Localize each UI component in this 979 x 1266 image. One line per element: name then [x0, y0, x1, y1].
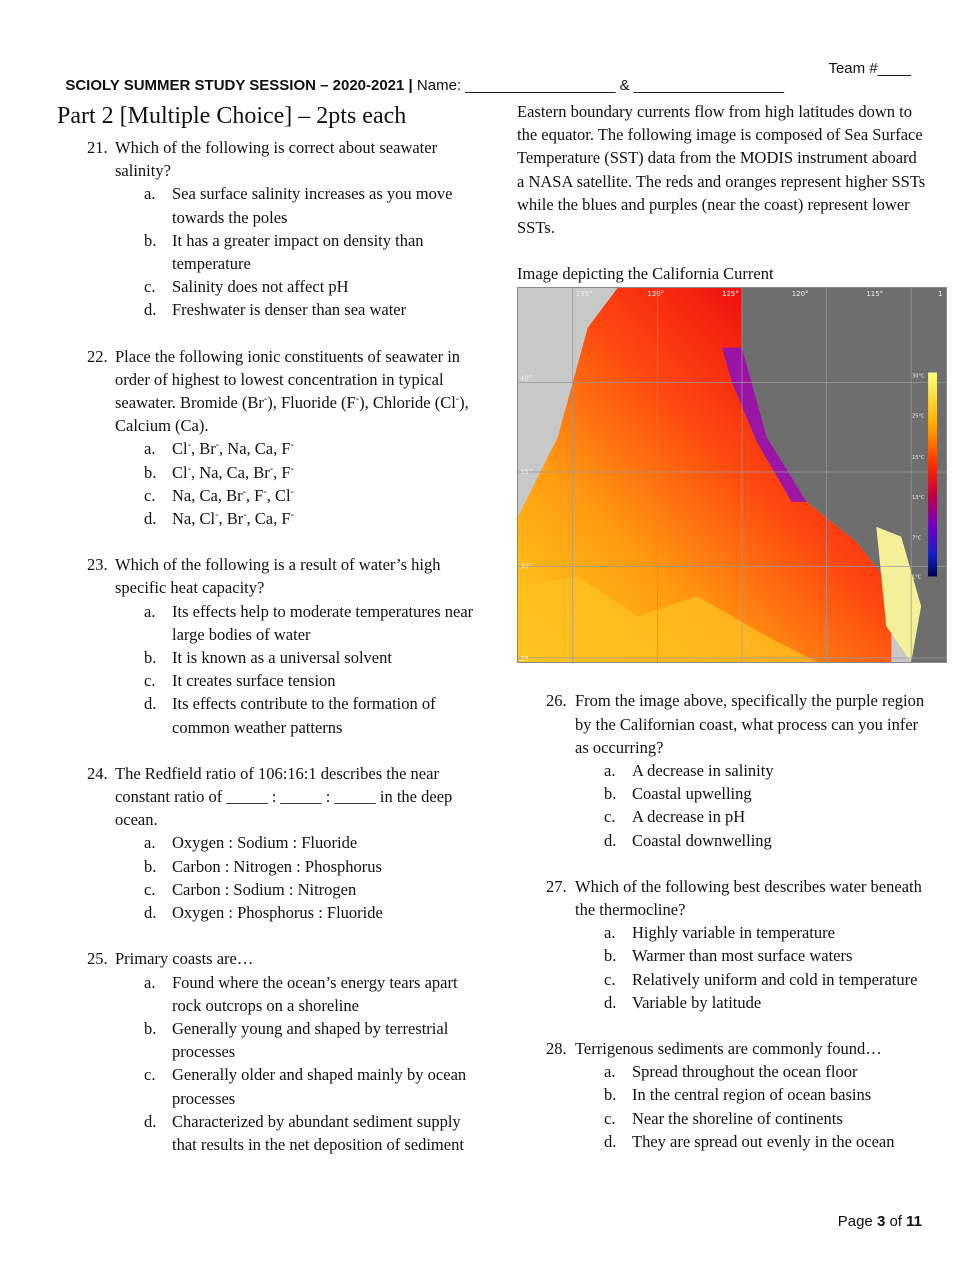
option-letter: c.	[604, 969, 616, 989]
page-footer	[838, 1213, 922, 1230]
map-lon-label: 115°	[866, 290, 884, 299]
option-text: Na, Cl-, Br-, Ca, F-	[172, 509, 294, 529]
question-number: 23.	[87, 555, 108, 575]
questions-right	[517, 689, 927, 1153]
answer-option	[115, 275, 477, 298]
image-caption: Image depicting the California Current	[517, 264, 774, 284]
option-text: Generally older and shaped mainly by ocean processes	[172, 1065, 467, 1108]
answer-option	[575, 829, 927, 852]
answer-option	[575, 921, 927, 944]
map-scale-label: 7°C	[912, 536, 922, 543]
option-letter: b.	[144, 462, 157, 482]
option-text: Variable by latitude	[632, 992, 762, 1012]
question-27	[517, 875, 927, 1014]
answer-option	[115, 1110, 477, 1156]
option-letter: b.	[144, 648, 157, 668]
map-lon-label: 130°	[647, 290, 665, 299]
left-column	[57, 100, 477, 1179]
answer-option	[115, 692, 477, 738]
option-text: A decrease in pH	[632, 807, 746, 827]
footer-mid: of	[885, 1213, 907, 1230]
question-text: Which of the following is a result of water’s high specific heat capacity?	[115, 555, 441, 598]
question-text: Which of the following is correct about seawater salinity?	[115, 138, 438, 181]
question-number: 27.	[546, 876, 567, 896]
option-text: Highly variable in temperature	[632, 923, 835, 943]
map-lon-label: 120°	[791, 290, 809, 299]
map-scale-label: 30°C	[912, 373, 925, 380]
option-letter: b.	[604, 1085, 617, 1105]
option-letter: a.	[604, 1062, 616, 1082]
option-text: Na, Ca, Br-, F-, Cl-	[172, 485, 294, 505]
answer-option	[575, 1130, 927, 1153]
answer-option	[115, 437, 477, 460]
option-text: Its effects contribute to the formation of common weather patterns	[172, 694, 436, 737]
footer-total: 11	[906, 1213, 922, 1230]
question-text: The Redfield ratio of 106:16:1 describes the near constant ratio of _____ : _____ : _____ in the deep ocean.	[115, 763, 453, 830]
option-letter: a.	[144, 439, 156, 459]
option-text: Salinity does not affect pH	[172, 277, 349, 297]
option-letter: b.	[604, 946, 617, 966]
answer-option	[115, 484, 477, 507]
option-text: Warmer than most surface waters	[632, 946, 853, 966]
header-title: SCIOLY SUMMER STUDY SESSION – 2020-2021 |	[65, 77, 413, 94]
answer-option	[575, 805, 927, 828]
map-color-scale	[928, 373, 937, 577]
map-scale-label: 13°C	[912, 495, 925, 502]
option-letter: c.	[144, 277, 156, 297]
question-25	[57, 947, 477, 1156]
option-letter: a.	[144, 972, 156, 992]
question-number: 24.	[87, 763, 108, 783]
answer-option	[115, 461, 477, 484]
option-letter: d.	[144, 300, 157, 320]
footer-page: 3	[876, 1213, 886, 1230]
option-letter: a.	[604, 923, 616, 943]
map-scale-label: 1°C	[912, 574, 922, 581]
right-column	[517, 100, 943, 1176]
answer-option	[575, 1060, 927, 1083]
answer-option	[575, 1083, 927, 1106]
answer-option	[115, 901, 477, 924]
question-24	[57, 762, 477, 924]
header-name-line: Name: __________________ & __________________	[412, 77, 784, 94]
option-text: Cl-, Na, Ca, Br-, F-	[172, 462, 294, 482]
answer-option	[115, 831, 477, 854]
option-text: Carbon : Nitrogen : Phosphorus	[172, 856, 382, 876]
answer-option	[575, 782, 927, 805]
option-letter: a.	[604, 761, 616, 781]
option-letter: d.	[604, 830, 617, 850]
answer-option	[115, 646, 477, 669]
option-text: Sea surface salinity increases as you move towards the poles	[172, 184, 453, 227]
answer-option	[575, 944, 927, 967]
answer-option	[115, 1017, 477, 1063]
answer-option	[115, 229, 477, 275]
question-text: Place the following ionic constituents of seawater in order of highest to lowest concentration in typical seawater. Bromide (Br-), Fluoride (F-), Chloride (Cl-), Calcium (Ca).	[115, 346, 469, 436]
option-text: In the central region of ocean basins	[632, 1085, 872, 1105]
answer-option	[115, 600, 477, 646]
option-text: It has a greater impact on density than temperature	[172, 230, 424, 274]
option-letter: b.	[144, 1018, 157, 1038]
question-text: Primary coasts are…	[115, 949, 254, 969]
option-text: Carbon : Sodium : Nitrogen	[172, 879, 357, 899]
option-text: Spread throughout the ocean floor	[632, 1062, 858, 1082]
option-text: It creates surface tension	[172, 671, 336, 691]
option-letter: b.	[604, 784, 617, 804]
question-number: 25.	[87, 949, 108, 969]
option-letter: c.	[604, 1108, 616, 1128]
answer-option	[115, 507, 477, 530]
option-letter: c.	[144, 1065, 156, 1085]
option-text: Its effects help to moderate temperatures near large bodies of water	[172, 601, 474, 644]
option-text: Oxygen : Phosphorus : Fluoride	[172, 903, 383, 923]
answer-option	[115, 182, 477, 228]
option-letter: c.	[144, 879, 156, 899]
option-letter: d.	[144, 509, 157, 529]
option-letter: a.	[144, 601, 156, 621]
question-23	[57, 553, 477, 739]
question-22	[57, 345, 477, 531]
option-letter: d.	[144, 903, 157, 923]
option-text: It is known as a universal solvent	[172, 648, 392, 668]
answer-option	[115, 1063, 477, 1109]
answer-option	[115, 669, 477, 692]
questions-left	[57, 136, 477, 1156]
option-letter: d.	[144, 694, 157, 714]
option-text: Cl-, Br-, Na, Ca, F-	[172, 439, 294, 459]
question-26	[517, 689, 927, 851]
map-lon-label: 135°	[575, 290, 593, 299]
map-lon-label: 125°	[722, 290, 739, 299]
answer-option	[575, 1107, 927, 1130]
question-28	[517, 1037, 927, 1153]
option-text: Found where the ocean’s energy tears apart rock outcrops on a shoreline	[172, 972, 458, 1015]
map-scale-label: 15°C	[912, 455, 925, 462]
option-letter: d.	[604, 992, 617, 1012]
option-text: They are spread out evenly in the ocean	[632, 1131, 895, 1151]
option-letter: c.	[604, 807, 616, 827]
question-text: From the image above, specifically the purple region by the Californian coast, what process can you infer as occurring?	[575, 691, 925, 757]
option-letter: d.	[144, 1111, 157, 1131]
map-scale-label: 25°C	[912, 413, 925, 420]
map-lat-label: 35°	[519, 468, 533, 477]
question-number: 26.	[546, 691, 567, 711]
option-text: Coastal upwelling	[632, 784, 752, 804]
question-21	[57, 136, 477, 322]
option-text: Oxygen : Sodium : Fluoride	[172, 833, 358, 853]
option-letter: c.	[144, 485, 156, 505]
question-number: 21.	[87, 138, 108, 157]
question-number: 28.	[546, 1039, 567, 1059]
header-team: Team #____	[828, 60, 911, 77]
answer-option	[115, 971, 477, 1017]
option-letter: a.	[144, 833, 156, 853]
option-letter: b.	[144, 230, 157, 250]
option-text: Coastal downwelling	[632, 830, 772, 850]
map-lat-label: 25	[519, 655, 529, 664]
question-text: Terrigenous sediments are commonly found…	[575, 1039, 882, 1059]
answer-option	[575, 759, 927, 782]
intro-paragraph: Eastern boundary currents flow from high latitudes down to the equator. The following image is composed of Sea Surface Temperature (SST) data from the MODIS instrument aboard a NASA satellite. The reds and oranges represent higher SSTs while the blues and purples (near the coast) represent lower SSTs.	[517, 102, 926, 238]
option-text: Relatively uniform and cold in temperature	[632, 969, 918, 989]
option-letter: a.	[144, 184, 156, 204]
question-number: 22.	[87, 346, 108, 366]
option-text: Near the shoreline of continents	[632, 1108, 843, 1128]
answer-option	[115, 855, 477, 878]
part-title: Part 2 [Multiple Choice] – 2pts each	[57, 103, 407, 129]
option-text: Characterized by abundant sediment supply that results in the net deposition of sediment	[172, 1111, 464, 1154]
answer-option	[115, 878, 477, 901]
sst-map-image	[517, 287, 947, 663]
answer-option	[575, 968, 927, 991]
map-lon-label: 1	[938, 290, 943, 299]
option-text: Freshwater is denser than sea water	[172, 300, 407, 320]
map-lat-label: 30°	[519, 562, 533, 571]
map-lat-label: 40°	[519, 374, 533, 383]
question-text: Which of the following best describes water beneath the thermocline?	[575, 876, 922, 920]
option-letter: d.	[604, 1131, 617, 1151]
option-letter: b.	[144, 856, 157, 876]
option-text: A decrease in salinity	[632, 761, 774, 781]
footer-prefix: Page	[837, 1213, 877, 1230]
option-text: Generally young and shaped by terrestrial processes	[172, 1018, 449, 1062]
answer-option	[115, 298, 477, 321]
answer-option	[575, 991, 927, 1014]
option-letter: c.	[144, 671, 156, 691]
